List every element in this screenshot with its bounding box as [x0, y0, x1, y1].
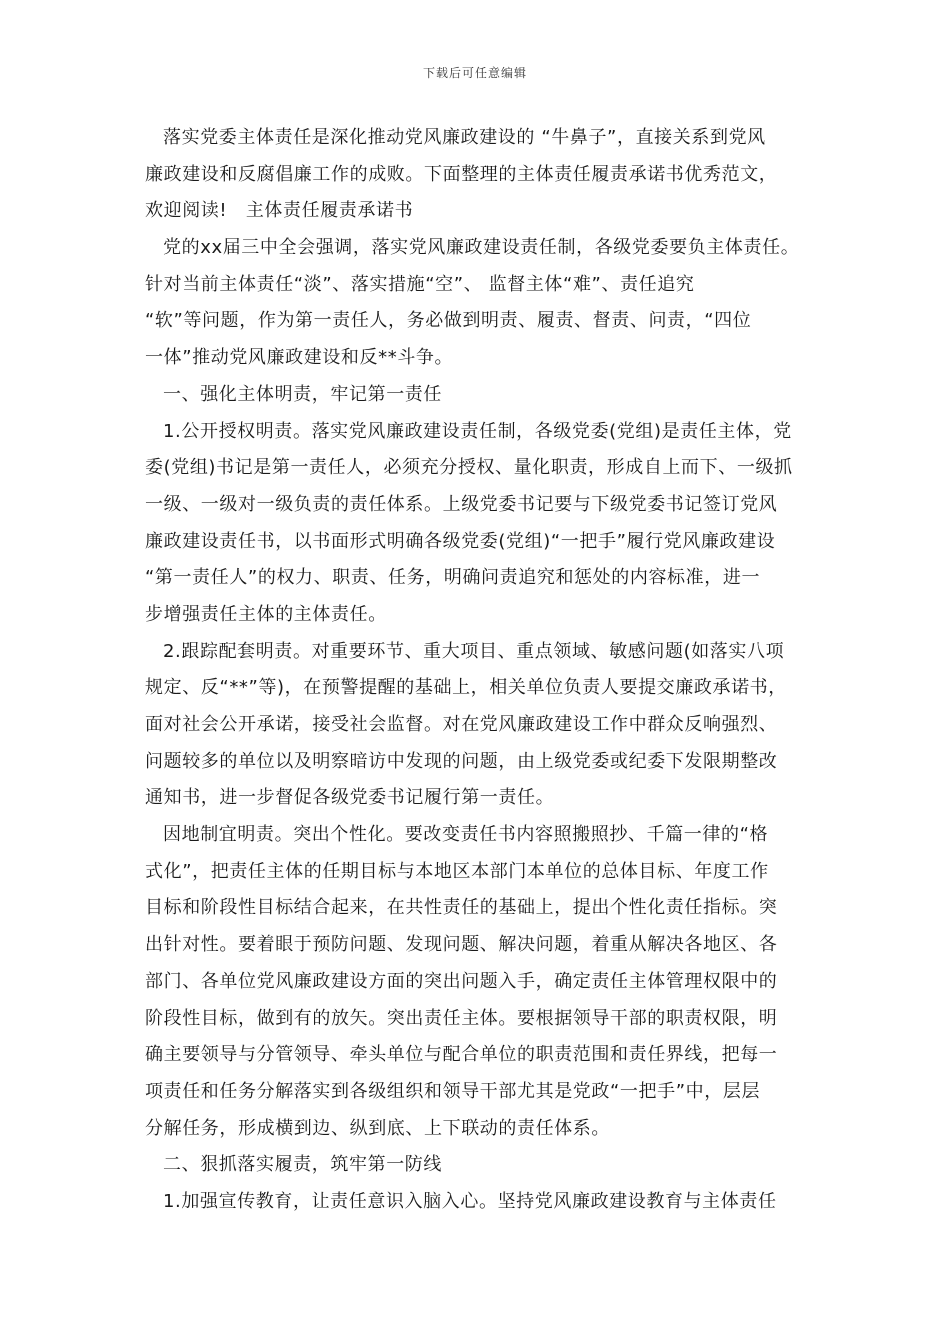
- text-line: 确主要领导与分管领导、牵头单位与配合单位的职责范围和责任界线，把每一: [145, 1044, 778, 1066]
- page-header: 下载后可任意编辑: [422, 66, 527, 80]
- text-line: 1.公开授权明责。落实党风廉政建设责任制，各级党委(党组)是责任主体，党: [163, 420, 792, 442]
- document-body: [145, 120, 810, 1221]
- text-line: 针对当前主体责任“淡”、落实措施“空”、 监督主体“难”、责任追究: [145, 273, 695, 295]
- text-line: 规定、反“**”等)，在预警提醒的基础上，相关单位负责人要提交廉政承诺书，: [145, 677, 787, 699]
- text-line: 部门、各单位党风廉政建设方面的突出问题入手，确定责任主体管理权限中的: [145, 970, 778, 992]
- text-line: “软”等问题，作为第一责任人，务必做到明责、履责、督责、问责，“四位: [145, 310, 752, 332]
- text-line: 廉政建设责任书，以书面形式明确各级党委(党组)“一把手”履行党风廉政建设: [145, 530, 776, 552]
- text-line: 廉政建设和反腐倡廉工作的成败。下面整理的主体责任履责承诺书优秀范文，: [145, 163, 778, 185]
- text-line: 欢迎阅读! 主体责任履责承诺书: [145, 200, 414, 222]
- text-line: 党的xx届三中全会强调，落实党风廉政建设责任制，各级党委要负主体责任。: [163, 237, 800, 259]
- text-line: 落实党委主体责任是深化推动党风廉政建设的 “牛鼻子”，直接关系到党风: [163, 127, 766, 148]
- text-line: 委(党组)书记是第一责任人，必须充分授权、量化职责，形成自上而下、一级抓: [145, 457, 793, 479]
- text-line: 一、强化主体明责，牢记第一责任: [163, 383, 442, 405]
- text-line: 出针对性。要着眼于预防问题、发现问题、解决问题，着重从解决各地区、各: [145, 934, 778, 956]
- text-line: 步增强责任主体的主体责任。: [145, 603, 387, 625]
- text-line: 项责任和任务分解落实到各级组织和领导干部尤其是党政“一把手”中，层层: [145, 1080, 761, 1102]
- text-line: 分解任务，形成横到边、纵到底、上下联动的责任体系。: [145, 1117, 610, 1139]
- text-line: 一级、一级对一级负责的责任体系。上级党委书记要与下级党委书记签订党风: [145, 493, 778, 515]
- text-line: 因地制宜明责。突出个性化。要改变责任书内容照搬照抄、千篇一律的“格: [163, 824, 769, 846]
- text-line: 通知书，进一步督促各级党委书记履行第一责任。: [145, 787, 555, 809]
- text-line: 目标和阶段性目标结合起来，在共性责任的基础上，提出个性化责任指标。突: [145, 897, 778, 919]
- text-line: 二、狠抓落实履责，筑牢第一防线: [163, 1154, 442, 1176]
- text-line: 一体”推动党风廉政建设和反**斗争。: [145, 347, 454, 369]
- text-line: 阶段性目标，做到有的放矢。突出责任主体。要根据领导干部的职责权限，明: [145, 1007, 778, 1029]
- text-line: 2.跟踪配套明责。对重要环节、重大项目、重点领域、敏感问题(如落实八项: [163, 640, 785, 662]
- text-line: 面对社会公开承诺，接受社会监督。对在党风廉政建设工作中群众反响强烈、: [145, 714, 778, 735]
- text-line: 1.加强宣传教育，让责任意识入脑入心。坚持党风廉政建设教育与主体责任: [163, 1190, 777, 1212]
- text-line: “第一责任人”的权力、职责、任务，明确问责追究和惩处的内容标准，进一: [145, 567, 761, 589]
- text-line: 式化”，把责任主体的任期目标与本地区本部门本单位的总体目标、年度工作: [145, 860, 769, 882]
- text-line: 问题较多的单位以及明察暗访中发现的问题，由上级党委或纪委下发限期整改: [145, 750, 778, 772]
